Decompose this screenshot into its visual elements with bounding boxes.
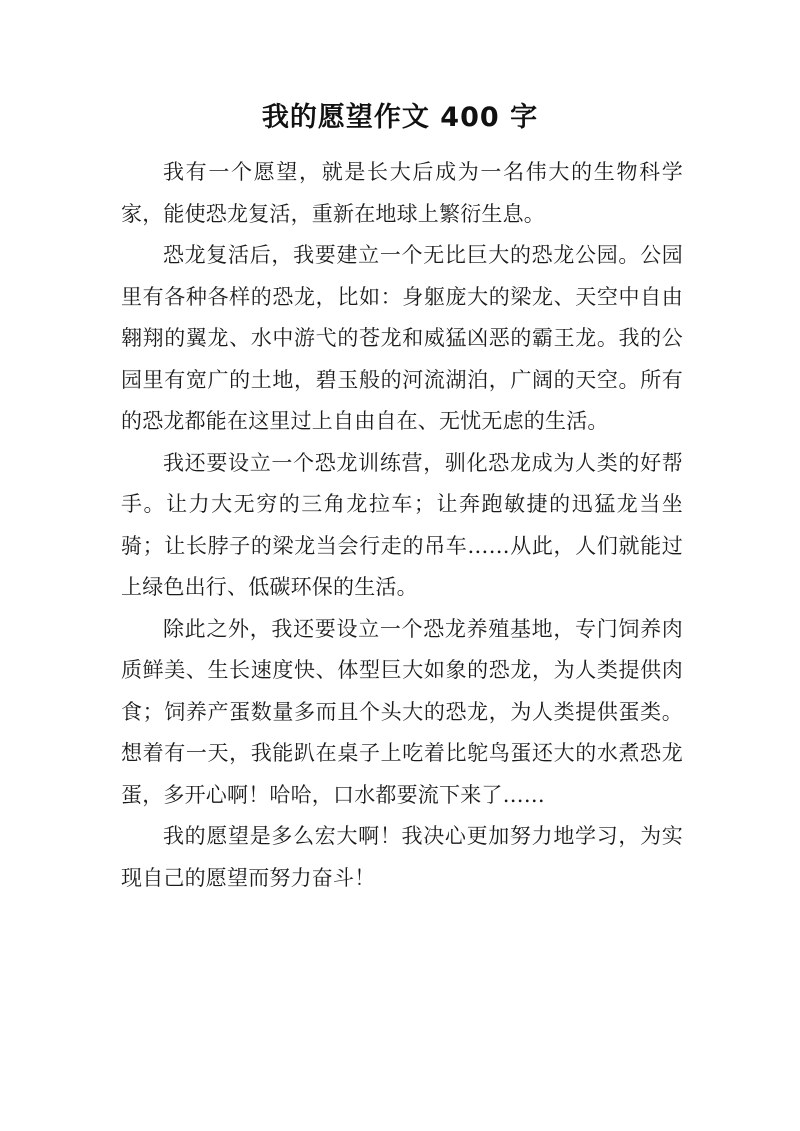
paragraph-1: 我有一个愿望，就是长大后成为一名伟大的生物科学家，能使恐龙复活，重新在地球上繁衍生息。 [121,160,683,226]
paragraph-2: 恐龙复活后，我要建立一个无比巨大的恐龙公园。公园里有各种各样的恐龙，比如：身躯庞大的梁龙、天空中自由翱翔的翼龙、水中游弋的苍龙和威猛凶恶的霸王龙。我的公园里有宽广的土地，碧玉般的河流湖泊，广阔的天空。所有的恐龙都能在这里过上自由自在、无忧无虑的生活。 [121,243,683,433]
document-title: 我的愿望作文 400 字 [261,102,539,133]
paragraph-3: 我还要设立一个恐龙训练营，驯化恐龙成为人类的好帮手。让力大无穷的三角龙拉车；让奔跑敏捷的迅猛龙当坐骑；让长脖子的梁龙当会行走的吊车……从此，人们就能过上绿色出行、低碳环保的生活。 [121,450,683,599]
document-body [121,152,683,899]
paragraph-4: 除此之外，我还要设立一个恐龙养殖基地，专门饲养肉质鲜美、生长速度快、体型巨大如象的恐龙，为人类提供肉食；饲养产蛋数量多而且个头大的恐龙，为人类提供蛋类。想着有一天，我能趴在桌子上吃着比鸵鸟蛋还大的水煮恐龙蛋，多开心啊！哈哈，口水都要流下来了…… [121,616,683,807]
paragraph-5: 我的愿望是多么宏大啊！我决心更加努力地学习，为实现自己的愿望而努力奋斗！ [121,824,683,890]
